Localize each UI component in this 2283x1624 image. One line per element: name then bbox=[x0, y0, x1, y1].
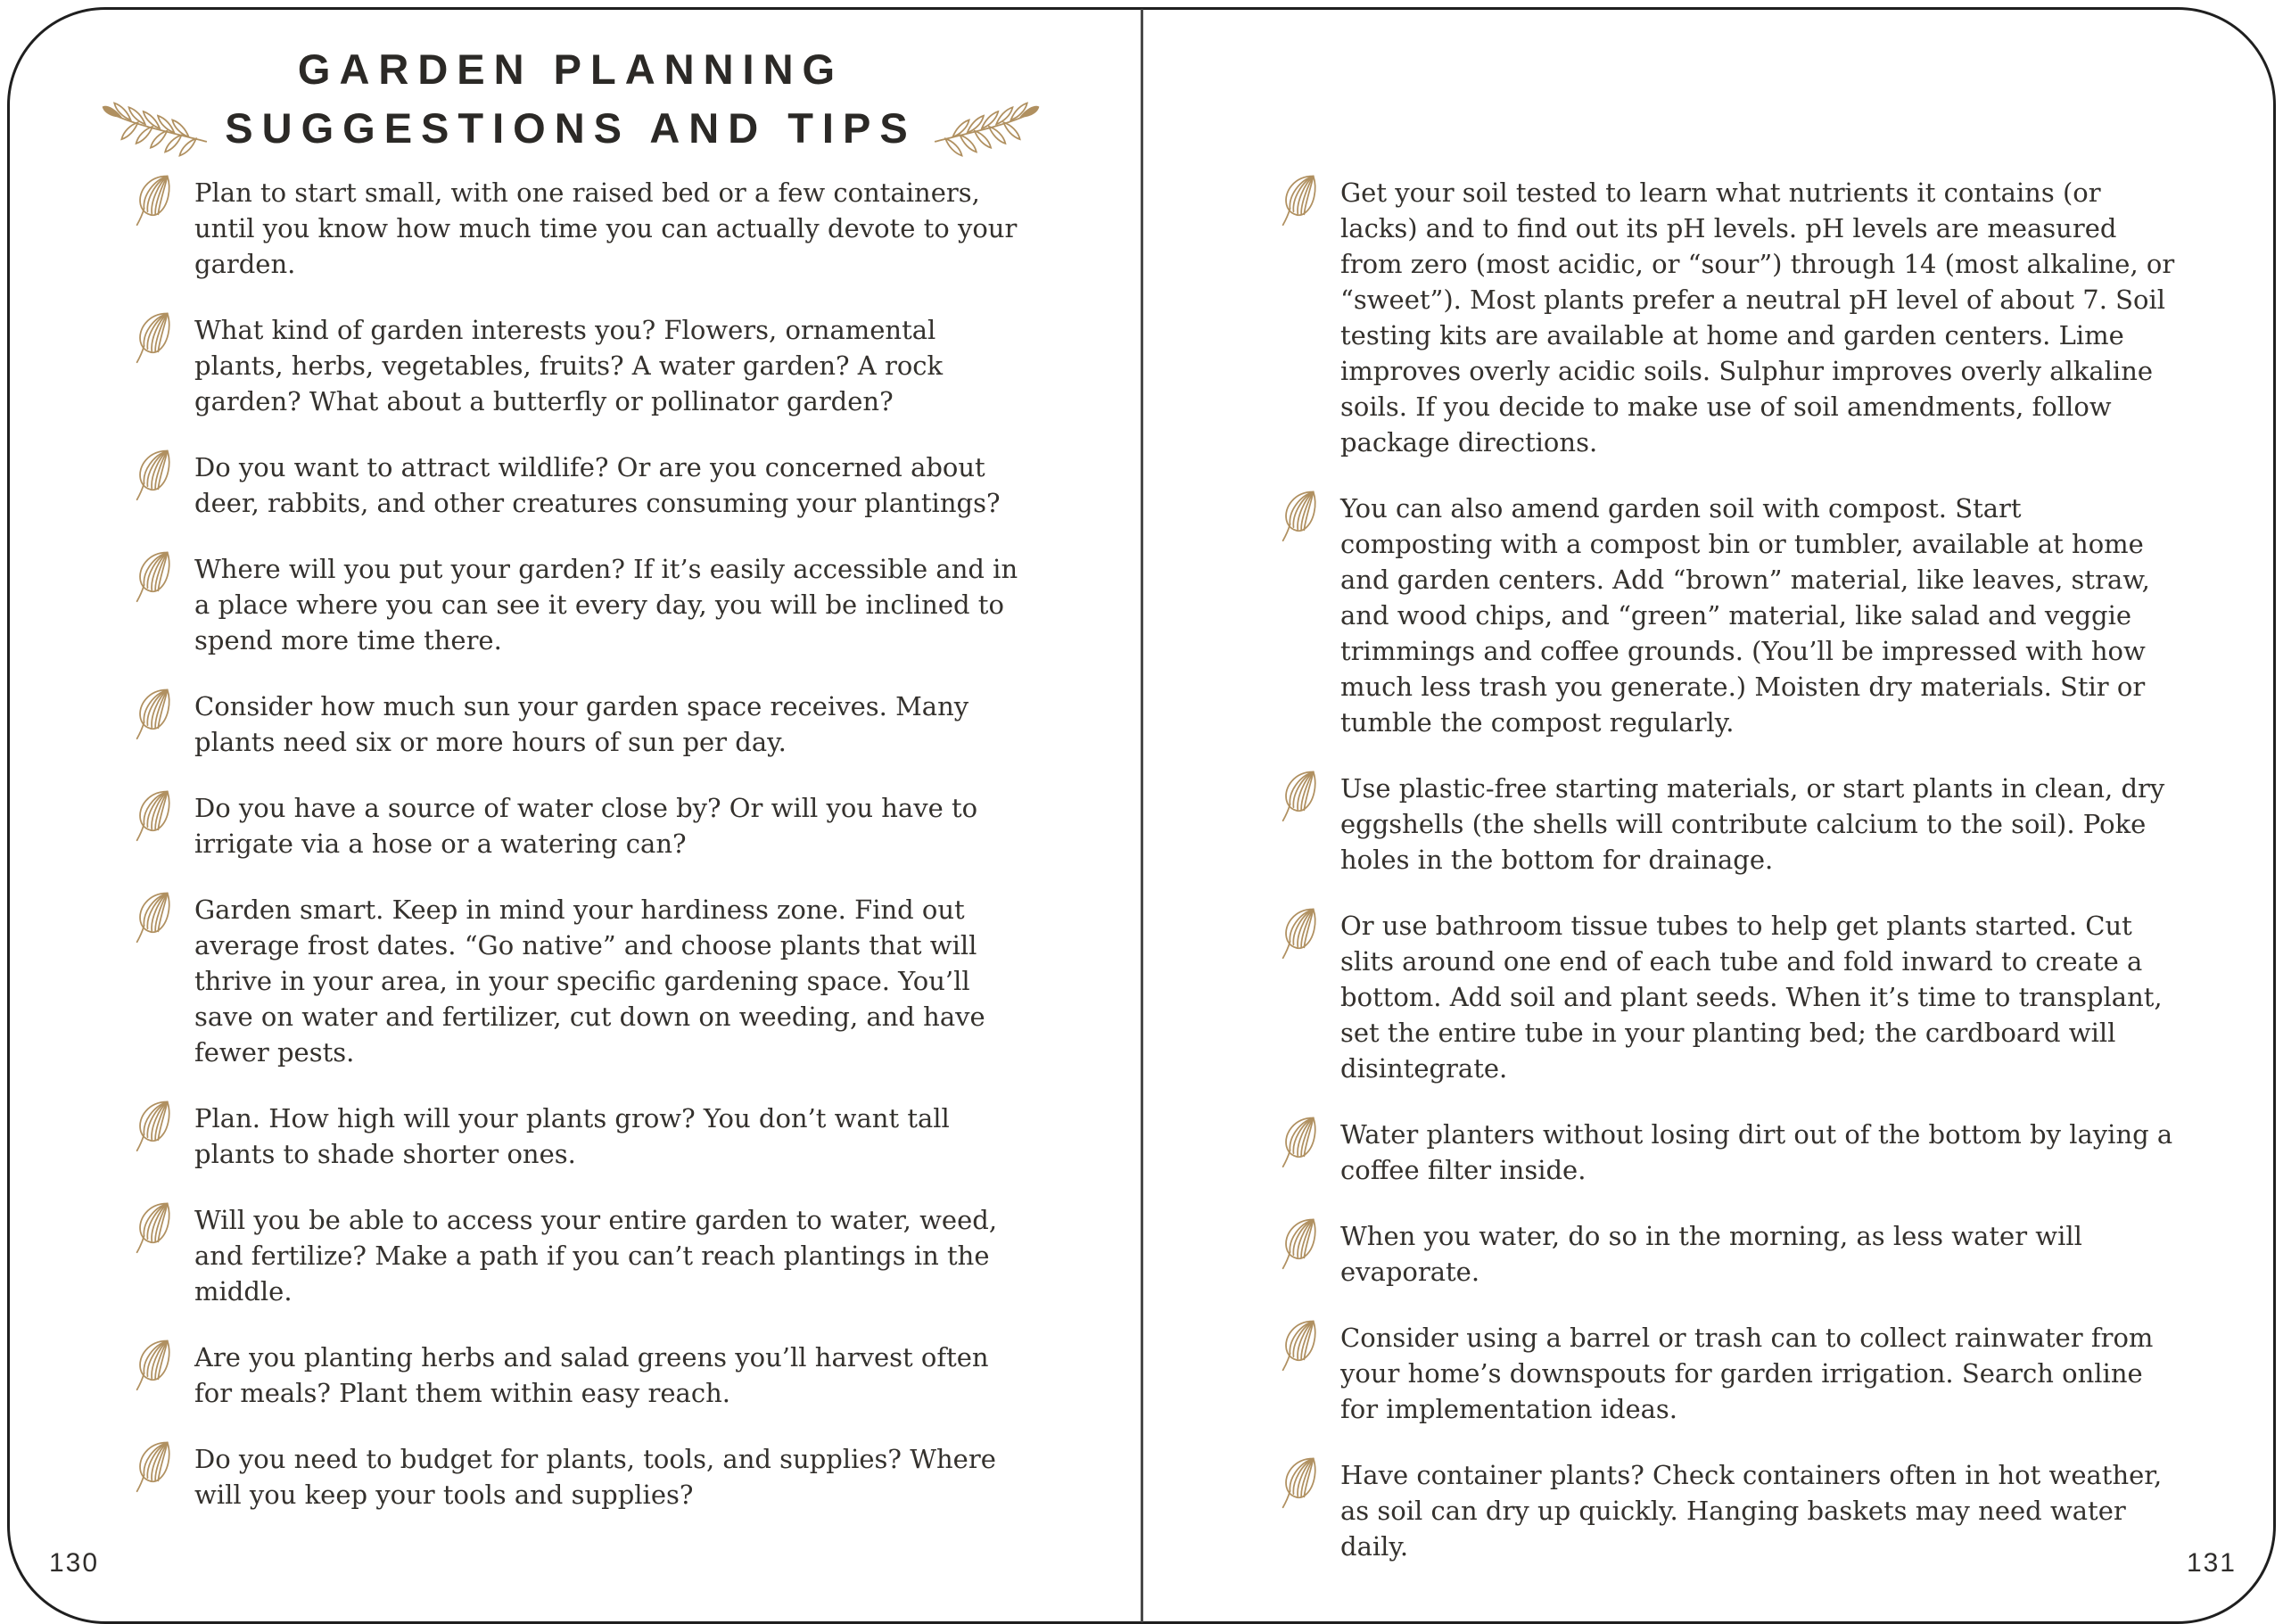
page-title-line1: GARDEN PLANNING bbox=[297, 45, 845, 93]
tip-text: Do you want to attract wildlife? Or are you concerned about deer, rabbits, and other creatures consuming your plantings? bbox=[194, 452, 1001, 518]
tip-text: Do you have a source of water close by? Or will you have to irrigate via a hose or a watering can? bbox=[194, 793, 978, 859]
page-title bbox=[0, 46, 1142, 157]
list-item bbox=[136, 1202, 1036, 1309]
onion-bulb-icon bbox=[136, 1338, 177, 1392]
list-item bbox=[136, 312, 1036, 419]
list-item bbox=[136, 1101, 1036, 1172]
page-divider bbox=[1141, 9, 1143, 1622]
onion-bulb-icon bbox=[136, 687, 177, 741]
list-item bbox=[1282, 490, 2182, 740]
tip-text: Water planters without losing dirt out of the bottom by laying a coffee filter inside. bbox=[1340, 1119, 2173, 1185]
onion-bulb-icon bbox=[1282, 1455, 1323, 1510]
tip-text: Where will you put your garden? If it’s easily accessible and in a place where you can see it every day, you will be inclined to spend more time there. bbox=[194, 554, 1018, 655]
onion-bulb-icon bbox=[1282, 173, 1323, 227]
onion-bulb-icon bbox=[1282, 489, 1323, 543]
laurel-branch-right-icon bbox=[931, 100, 1040, 157]
list-item bbox=[1282, 908, 2182, 1086]
list-item bbox=[1282, 175, 2182, 460]
list-item bbox=[1282, 1320, 2182, 1427]
list-item bbox=[136, 688, 1036, 760]
onion-bulb-icon bbox=[1282, 1318, 1323, 1373]
tips-list-right bbox=[1282, 175, 2182, 1564]
tip-text: Get your soil tested to learn what nutrients it contains (or lacks) and to find out its pH levels. pH levels are measured from zero (most acidic, or “sour”) through 14 (most alkaline, or “sweet”). Most plants prefer a neutral pH level of about 7. Soil testing kits are available at home and garden centers. Lime improves overly acidic soils. Sulphur improves overly alkaline soils. If you decide to make use of soil amendments, follow package directions. bbox=[1340, 177, 2175, 458]
onion-bulb-icon bbox=[136, 1200, 177, 1255]
page-title-line2: SUGGESTIONS AND TIPS bbox=[225, 103, 917, 152]
onion-bulb-icon bbox=[1282, 1115, 1323, 1169]
list-item bbox=[136, 551, 1036, 658]
onion-bulb-icon bbox=[136, 310, 177, 365]
laurel-branch-left-icon bbox=[102, 100, 210, 157]
tip-text: Plan. How high will your plants grow? You don’t want tall plants to shade shorter ones. bbox=[194, 1103, 950, 1169]
onion-bulb-icon bbox=[136, 1099, 177, 1153]
onion-bulb-icon bbox=[1282, 769, 1323, 823]
onion-bulb-icon bbox=[136, 549, 177, 604]
onion-bulb-icon bbox=[136, 890, 177, 944]
tip-text: Consider how much sun your garden space receives. Many plants need six or more hours of sun per day. bbox=[194, 691, 969, 757]
tip-text: What kind of garden interests you? Flowers, ornamental plants, herbs, vegetables, fruits? A water garden? A rock garden? What about a butterfly or pollinator garden? bbox=[194, 315, 944, 416]
onion-bulb-icon bbox=[136, 448, 177, 502]
list-item bbox=[136, 892, 1036, 1070]
tip-text: Are you planting herbs and salad greens you’ll harvest often for meals? Plant them within easy reach. bbox=[194, 1342, 989, 1408]
onion-bulb-icon bbox=[1282, 1216, 1323, 1271]
onion-bulb-icon bbox=[136, 1439, 177, 1494]
page-number-left: 130 bbox=[49, 1548, 100, 1578]
tip-text: Will you be able to access your entire garden to water, weed, and fertilize? Make a path if you can’t reach plantings in the middle. bbox=[194, 1205, 998, 1307]
list-item bbox=[136, 175, 1036, 282]
tip-text: When you water, do so in the morning, as less water will evaporate. bbox=[1340, 1221, 2082, 1287]
list-item bbox=[1282, 1117, 2182, 1188]
tip-text: Do you need to budget for plants, tools, and supplies? Where will you keep your tools and supplies? bbox=[194, 1444, 996, 1510]
tip-text: Have container plants? Check containers often in hot weather, as soil can dry up quickly. Hanging baskets may need water daily. bbox=[1340, 1460, 2163, 1562]
onion-bulb-icon bbox=[1282, 906, 1323, 960]
tip-text: Garden smart. Keep in mind your hardiness zone. Find out average frost dates. “Go native” and choose plants that will thrive in your area, in your specific gardening space. You’ll save on water and fertilizer, cut down on weeding, and have fewer pests. bbox=[194, 894, 985, 1068]
onion-bulb-icon bbox=[136, 173, 177, 227]
page-number-right: 131 bbox=[2186, 1548, 2237, 1578]
tip-text: Or use bathroom tissue tubes to help get plants started. Cut slits around one end of each tube and fold inward to create a bottom. Add soil and plant seeds. When it’s time to transplant, set the entire tube in your planting bed; the cardboard will disintegrate. bbox=[1340, 911, 2163, 1084]
onion-bulb-icon bbox=[136, 788, 177, 843]
tip-text: Consider using a barrel or trash can to collect rainwater from your home’s downspouts for garden irrigation. Search online for implementation ideas. bbox=[1340, 1323, 2154, 1424]
list-item bbox=[136, 1340, 1036, 1411]
tip-text: Plan to start small, with one raised bed or a few containers, until you know how much time you can actually devote to your garden. bbox=[194, 177, 1018, 279]
tip-text: Use plastic-free starting materials, or start plants in clean, dry eggshells (the shells will contribute calcium to the soil). Poke holes in the bottom for drainage. bbox=[1340, 773, 2165, 875]
list-item bbox=[1282, 771, 2182, 878]
tip-text: You can also amend garden soil with compost. Start composting with a compost bin or tumbler, available at home and garden centers. Add “brown” material, like leaves, straw, and wood chips, and “green” material, like salad and veggie trimmings and coffee grounds. (You’ll be impressed with how much less trash you generate.) Moisten dry materials. Stir or tumble the compost regularly. bbox=[1340, 493, 2150, 738]
list-item bbox=[136, 790, 1036, 861]
tips-list-left bbox=[136, 175, 1036, 1513]
list-item bbox=[136, 449, 1036, 521]
list-item bbox=[1282, 1457, 2182, 1564]
list-item bbox=[1282, 1218, 2182, 1290]
list-item bbox=[136, 1441, 1036, 1513]
